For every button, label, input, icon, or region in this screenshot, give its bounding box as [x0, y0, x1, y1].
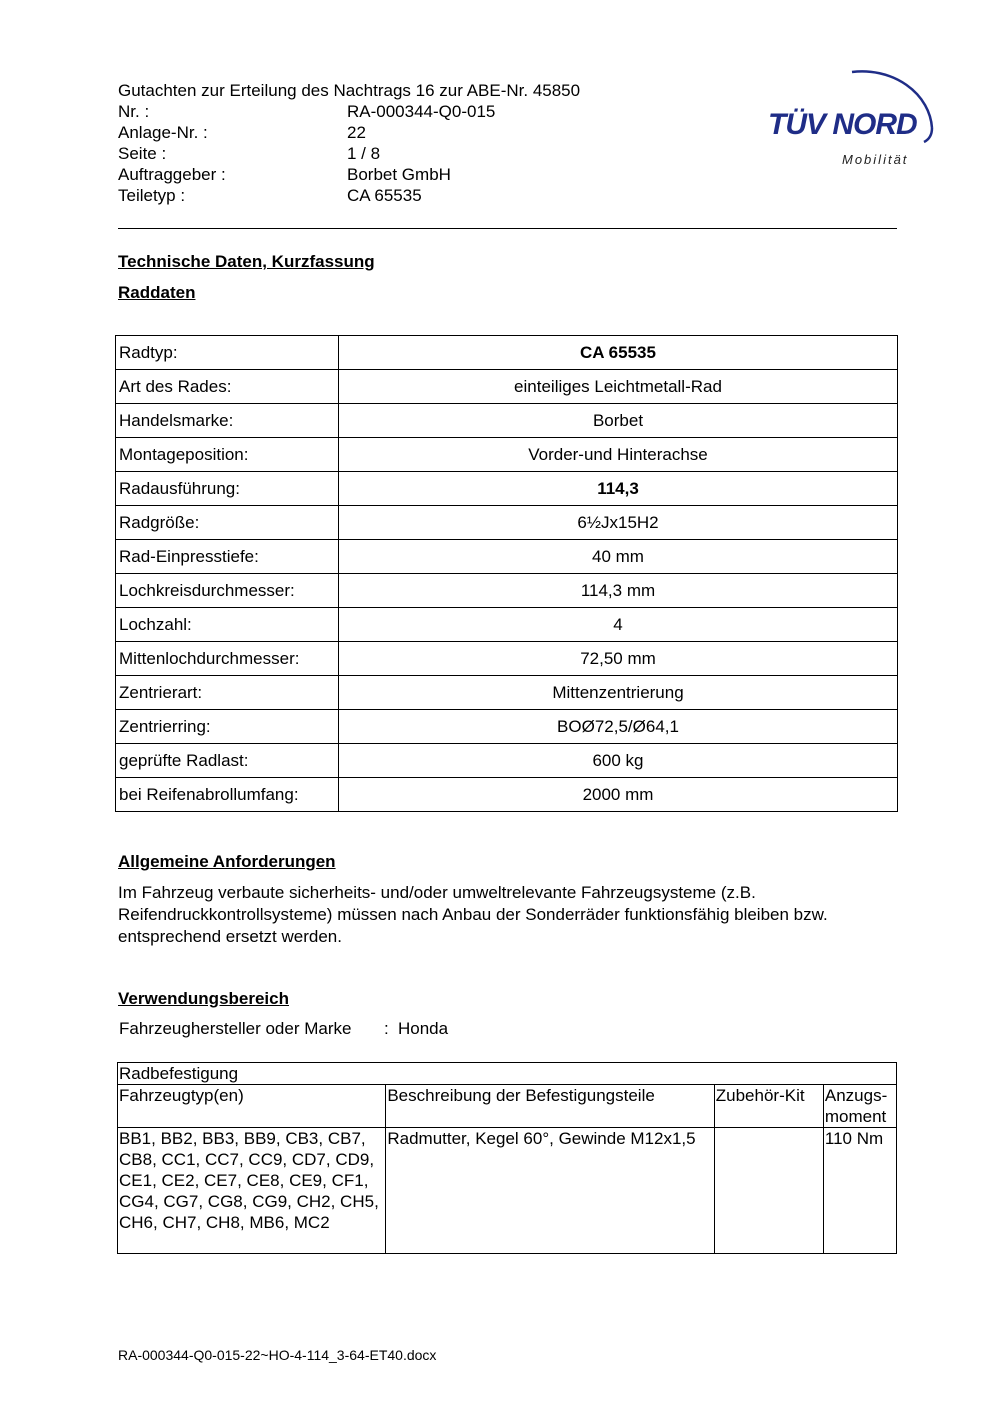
report-title: Gutachten zur Erteilung des Nachtrags 16 zur ABE-Nr. 45850 [118, 81, 581, 100]
logo-brand: TÜV NORD [768, 108, 917, 141]
header-value: 1 / 8 [347, 144, 381, 163]
header-row-auftraggeber [118, 164, 618, 185]
table-title: Radbefestigung [118, 1063, 897, 1085]
table-row [116, 676, 898, 710]
table-row [116, 608, 898, 642]
table-row [116, 574, 898, 608]
requirements-text: Im Fahrzeug verbaute sicherheits- und/oder umweltrelevante Fahrzeugsysteme (z.B. Reifendruckkontrollsysteme) müssen nach Anbau der Sonderräder funktionsfähig bleiben bzw. entsprechend ersetzt werden. [118, 883, 828, 946]
row-label: Zentrierart: [116, 676, 339, 710]
table-row [116, 642, 898, 676]
table-title-row [118, 1063, 897, 1085]
row-label: Lochzahl: [116, 608, 339, 642]
header-row-nr [118, 101, 618, 122]
row-value: 4 [339, 608, 898, 642]
header-row-seite [118, 143, 618, 164]
row-label: Radtyp: [116, 336, 339, 370]
row-label: Mittenlochdurchmesser: [116, 642, 339, 676]
fixing-description: Radmutter, Kegel 60°, Gewinde M12x1,5 [386, 1128, 714, 1254]
row-value: Vorder-und Hinterachse [339, 438, 898, 472]
row-label: bei Reifenabrollumfang: [116, 778, 339, 812]
section-technical: Technische Daten, Kurzfassung [118, 252, 375, 271]
section-usage: Verwendungsbereich [118, 989, 289, 1008]
table-row [116, 472, 898, 506]
header-label: Teiletyp : [118, 186, 186, 205]
table-row [116, 540, 898, 574]
tuev-nord-logo [760, 58, 940, 173]
vehicle-maker-line [119, 1019, 449, 1039]
header-label: Nr. : [118, 102, 150, 121]
row-value: CA 65535 [339, 336, 898, 370]
table-row [116, 506, 898, 540]
table-row [116, 404, 898, 438]
footer-filename: RA-000344-Q0-015-22~HO-4-114_3-64-ET40.docx [118, 1347, 437, 1363]
logo-subtitle: Mobilität [842, 152, 909, 167]
header-value: RA-000344-Q0-015 [347, 102, 496, 121]
header-label: Anlage-Nr. : [118, 123, 208, 142]
row-label: Zentrierring: [116, 710, 339, 744]
row-label: Montageposition: [116, 438, 339, 472]
maker-label: Fahrzeughersteller oder Marke [119, 1019, 352, 1038]
maker-value: Honda [398, 1019, 449, 1038]
header-row-teiletyp [118, 185, 618, 206]
row-label: Radgröße: [116, 506, 339, 540]
row-value: 114,3 mm [339, 574, 898, 608]
row-label: Handelsmarke: [116, 404, 339, 438]
row-value: 600 kg [339, 744, 898, 778]
header-divider [118, 228, 897, 229]
table-header-row [118, 1085, 897, 1128]
row-label: Rad-Einpresstiefe: [116, 540, 339, 574]
accessory-kit [714, 1128, 823, 1254]
table-row [116, 370, 898, 404]
header-label: Auftraggeber : [118, 165, 226, 184]
row-value: Mittenzentrierung [339, 676, 898, 710]
row-value: 2000 mm [339, 778, 898, 812]
row-value: Borbet [339, 404, 898, 438]
section-wheeldata: Raddaten [118, 283, 196, 302]
header-value: 22 [347, 123, 366, 142]
section-requirements: Allgemeine Anforderungen [118, 852, 336, 871]
row-label: Art des Rades: [116, 370, 339, 404]
row-value: 72,50 mm [339, 642, 898, 676]
wheel-data-table [115, 335, 898, 812]
row-label: geprüfte Radlast: [116, 744, 339, 778]
table-row [116, 336, 898, 370]
maker-separator: : [384, 1019, 389, 1038]
header-description: Beschreibung der Befestigungsteile [386, 1085, 714, 1128]
header-value: Borbet GmbH [347, 165, 451, 184]
table-row [118, 1128, 897, 1254]
row-value: BOØ72,5/Ø64,1 [339, 710, 898, 744]
header-row-anlage [118, 122, 618, 143]
row-value: 40 mm [339, 540, 898, 574]
table-row [116, 744, 898, 778]
row-label: Lochkreisdurchmesser: [116, 574, 339, 608]
header-kit: Zubehör-Kit [714, 1085, 823, 1128]
row-label: Radausführung: [116, 472, 339, 506]
header-torque: Anzugs-moment [823, 1085, 896, 1128]
table-row [116, 438, 898, 472]
header-value: CA 65535 [347, 186, 422, 205]
vehicle-types: BB1, BB2, BB3, BB9, CB3, CB7, CB8, CC1, CC7, CC9, CD7, CD9, CE1, CE2, CE7, CE8, CE9, CF1, CG4, CG7, CG8, CG9, CH2, CH5, CH6, CH7, CH8, MB6, MC2 [118, 1128, 386, 1254]
tightening-torque: 110 Nm [823, 1128, 896, 1254]
table-row [116, 710, 898, 744]
row-value: 6½Jx15H2 [339, 506, 898, 540]
header-label: Seite : [118, 144, 167, 163]
row-value: 114,3 [339, 472, 898, 506]
row-value: einteiliges Leichtmetall-Rad [339, 370, 898, 404]
header-vehicle-types: Fahrzeugtyp(en) [118, 1085, 386, 1128]
wheel-fixing-table [117, 1062, 897, 1254]
table-row [116, 778, 898, 812]
